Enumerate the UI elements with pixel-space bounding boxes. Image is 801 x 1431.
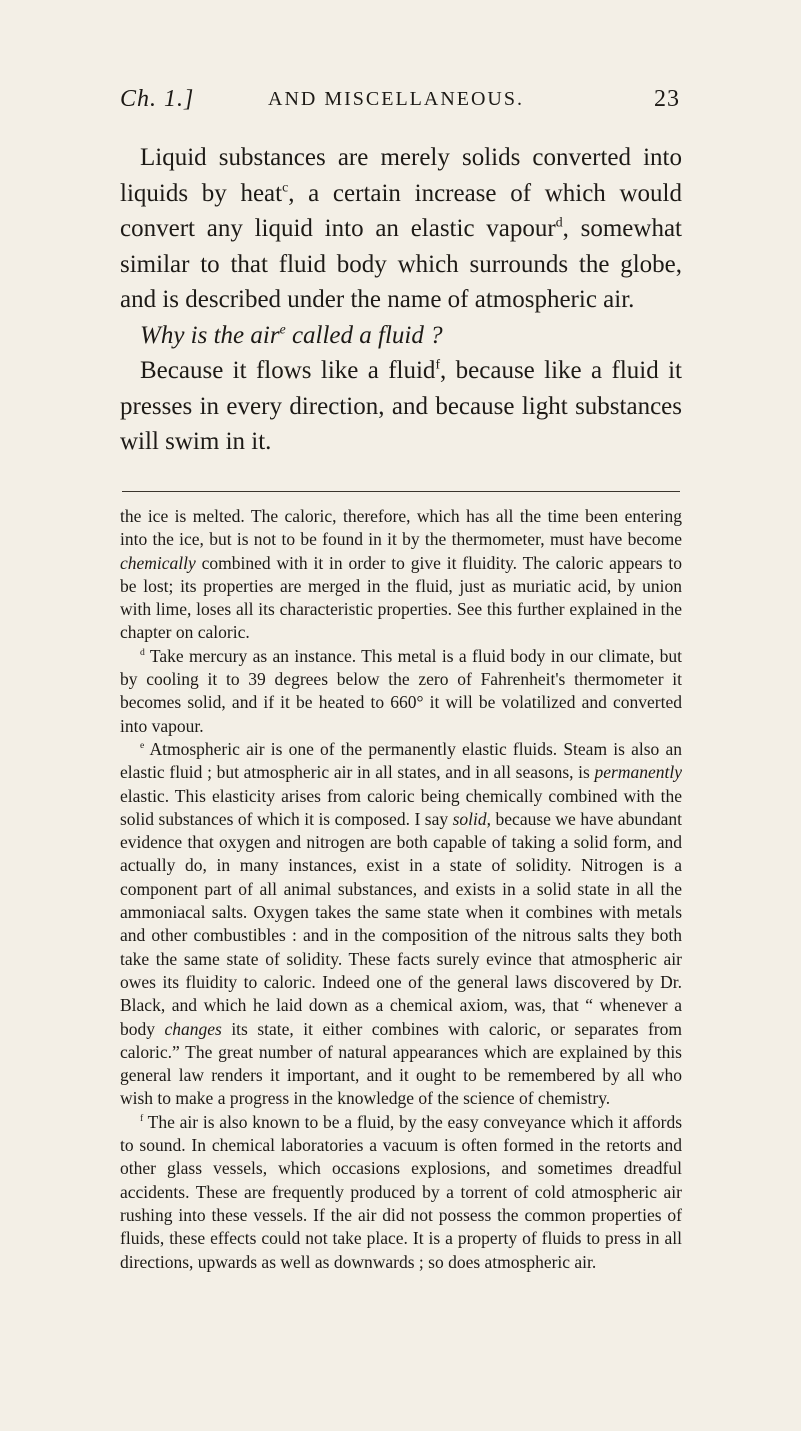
footnote-e-text-a: Atmospheric air is one of the permanently elastic fluids. Steam is also an elastic fluid ; but atmospheric air in all states, and in all seasons, is bbox=[120, 738, 682, 783]
running-head bbox=[120, 86, 680, 126]
running-title: AND MISCELLANEOUS. bbox=[268, 88, 524, 110]
main-text bbox=[120, 140, 682, 460]
footnote-d bbox=[120, 645, 682, 738]
footnote-e-text-d: its state, it either combines with caloric, or separates from caloric.” The great number of natural appearances which are explained by this general law renders it important, and it ought to be remembered by all who wish to make a progress in the knowledge of the science of chemistry. bbox=[120, 1018, 682, 1109]
footnote-ref-e: e bbox=[279, 321, 286, 337]
footnote-ref-c: c bbox=[282, 179, 289, 195]
footnotes bbox=[120, 505, 682, 1274]
question-text-b: called a fluid ? bbox=[285, 321, 443, 349]
para2-text-b: , because like a fluid it presses in every direction, and because light substances will swim in it. bbox=[120, 357, 682, 455]
footnote-mark-e: e bbox=[140, 740, 145, 752]
footnote-e-emphasis-1: permanently bbox=[594, 762, 682, 783]
footnote-ref-f: f bbox=[435, 356, 441, 372]
footnote-f bbox=[120, 1111, 682, 1274]
footnote-e-emphasis-2: solid bbox=[452, 808, 487, 829]
footnote-ref-d: d bbox=[555, 214, 563, 230]
question-text-a: Why is the air bbox=[140, 321, 280, 349]
cont-emphasis: chemically bbox=[120, 552, 196, 573]
paragraph-answer bbox=[120, 353, 682, 460]
para2-text-a: Because it flows like a fluid bbox=[140, 357, 436, 384]
para1-text-c: , somewhat similar to that fluid body which surrounds the globe, and is described under the name of atmospheric air. bbox=[120, 215, 682, 313]
footnote-e bbox=[120, 738, 682, 1111]
footnote-e-text-b: elastic. This elasticity arises from caloric being chemically combined with the solid substances of which it is composed. I say bbox=[120, 785, 682, 829]
page-number: 23 bbox=[654, 86, 680, 112]
chapter-label: Ch. 1.] bbox=[120, 86, 195, 112]
question-heading bbox=[120, 318, 682, 354]
footnote-d-text: Take mercury as an instance. This metal is a fluid body in our climate, but by cooling it to 39 degrees below the zero of Fahrenheit's thermometer it becomes solid, and if it be heated to 660° it will be volatilized and converted into vapour. bbox=[120, 645, 682, 736]
para1-text-a: Liquid substances are merely solids converted into liquids by heat bbox=[120, 144, 682, 207]
paragraph-liquids bbox=[120, 140, 682, 318]
cont-text-b: combined with it in order to give it fluidity. The caloric appears to be lost; its properties are merged in the fluid, just as muriatic acid, by union with lime, loses all its characteristic properties. See this further explained in the chapter on caloric. bbox=[120, 552, 682, 643]
footnote-mark-f: f bbox=[140, 1112, 144, 1124]
footnote-continuation bbox=[120, 505, 682, 645]
footnote-divider bbox=[122, 491, 680, 492]
para1-text-b: , a certain increase of which would convert any liquid into an elastic vapour bbox=[120, 179, 682, 242]
cont-text-a: the ice is melted. The caloric, therefore, which has all the time been entering into the ice, but is not to be found in it by the thermometer, must have become bbox=[120, 506, 682, 550]
footnote-e-emphasis-3: changes bbox=[164, 1018, 222, 1039]
footnote-mark-d: d bbox=[140, 646, 145, 658]
footnote-f-text: The air is also known to be a fluid, by the easy conveyance which it affords to sound. In chemical laboratories a vacuum is often formed in the retorts and other glass vessels, which occasions explosions, and sometimes dreadful accidents. These are frequently produced by a torrent of cold atmospheric air rushing into these vessels. If the air did not possess the common properties of fluids, these effects could not take place. It is a property of fluids to press in all directions, upwards as well as downwards ; so does atmospheric air. bbox=[120, 1111, 682, 1272]
footnote-e-text-c: , because we have abundant evidence that oxygen and nitrogen are both capable of taking a solid form, and actually do, in many instances, exist in a state of solidity. Nitrogen is a component part of all animal substances, and exists in a solid state in all the ammoniacal salts. Oxygen takes the same state when it combines with metals and other combustibles : and in the composition of the nitrous salts they both take the same state of solidity. These facts surely evince that atmospheric air owes its fluidity to caloric. Indeed one of the general laws discovered by Dr. Black, and which he laid down as a chemical axiom, was, that “ whenever a body bbox=[120, 808, 682, 1039]
